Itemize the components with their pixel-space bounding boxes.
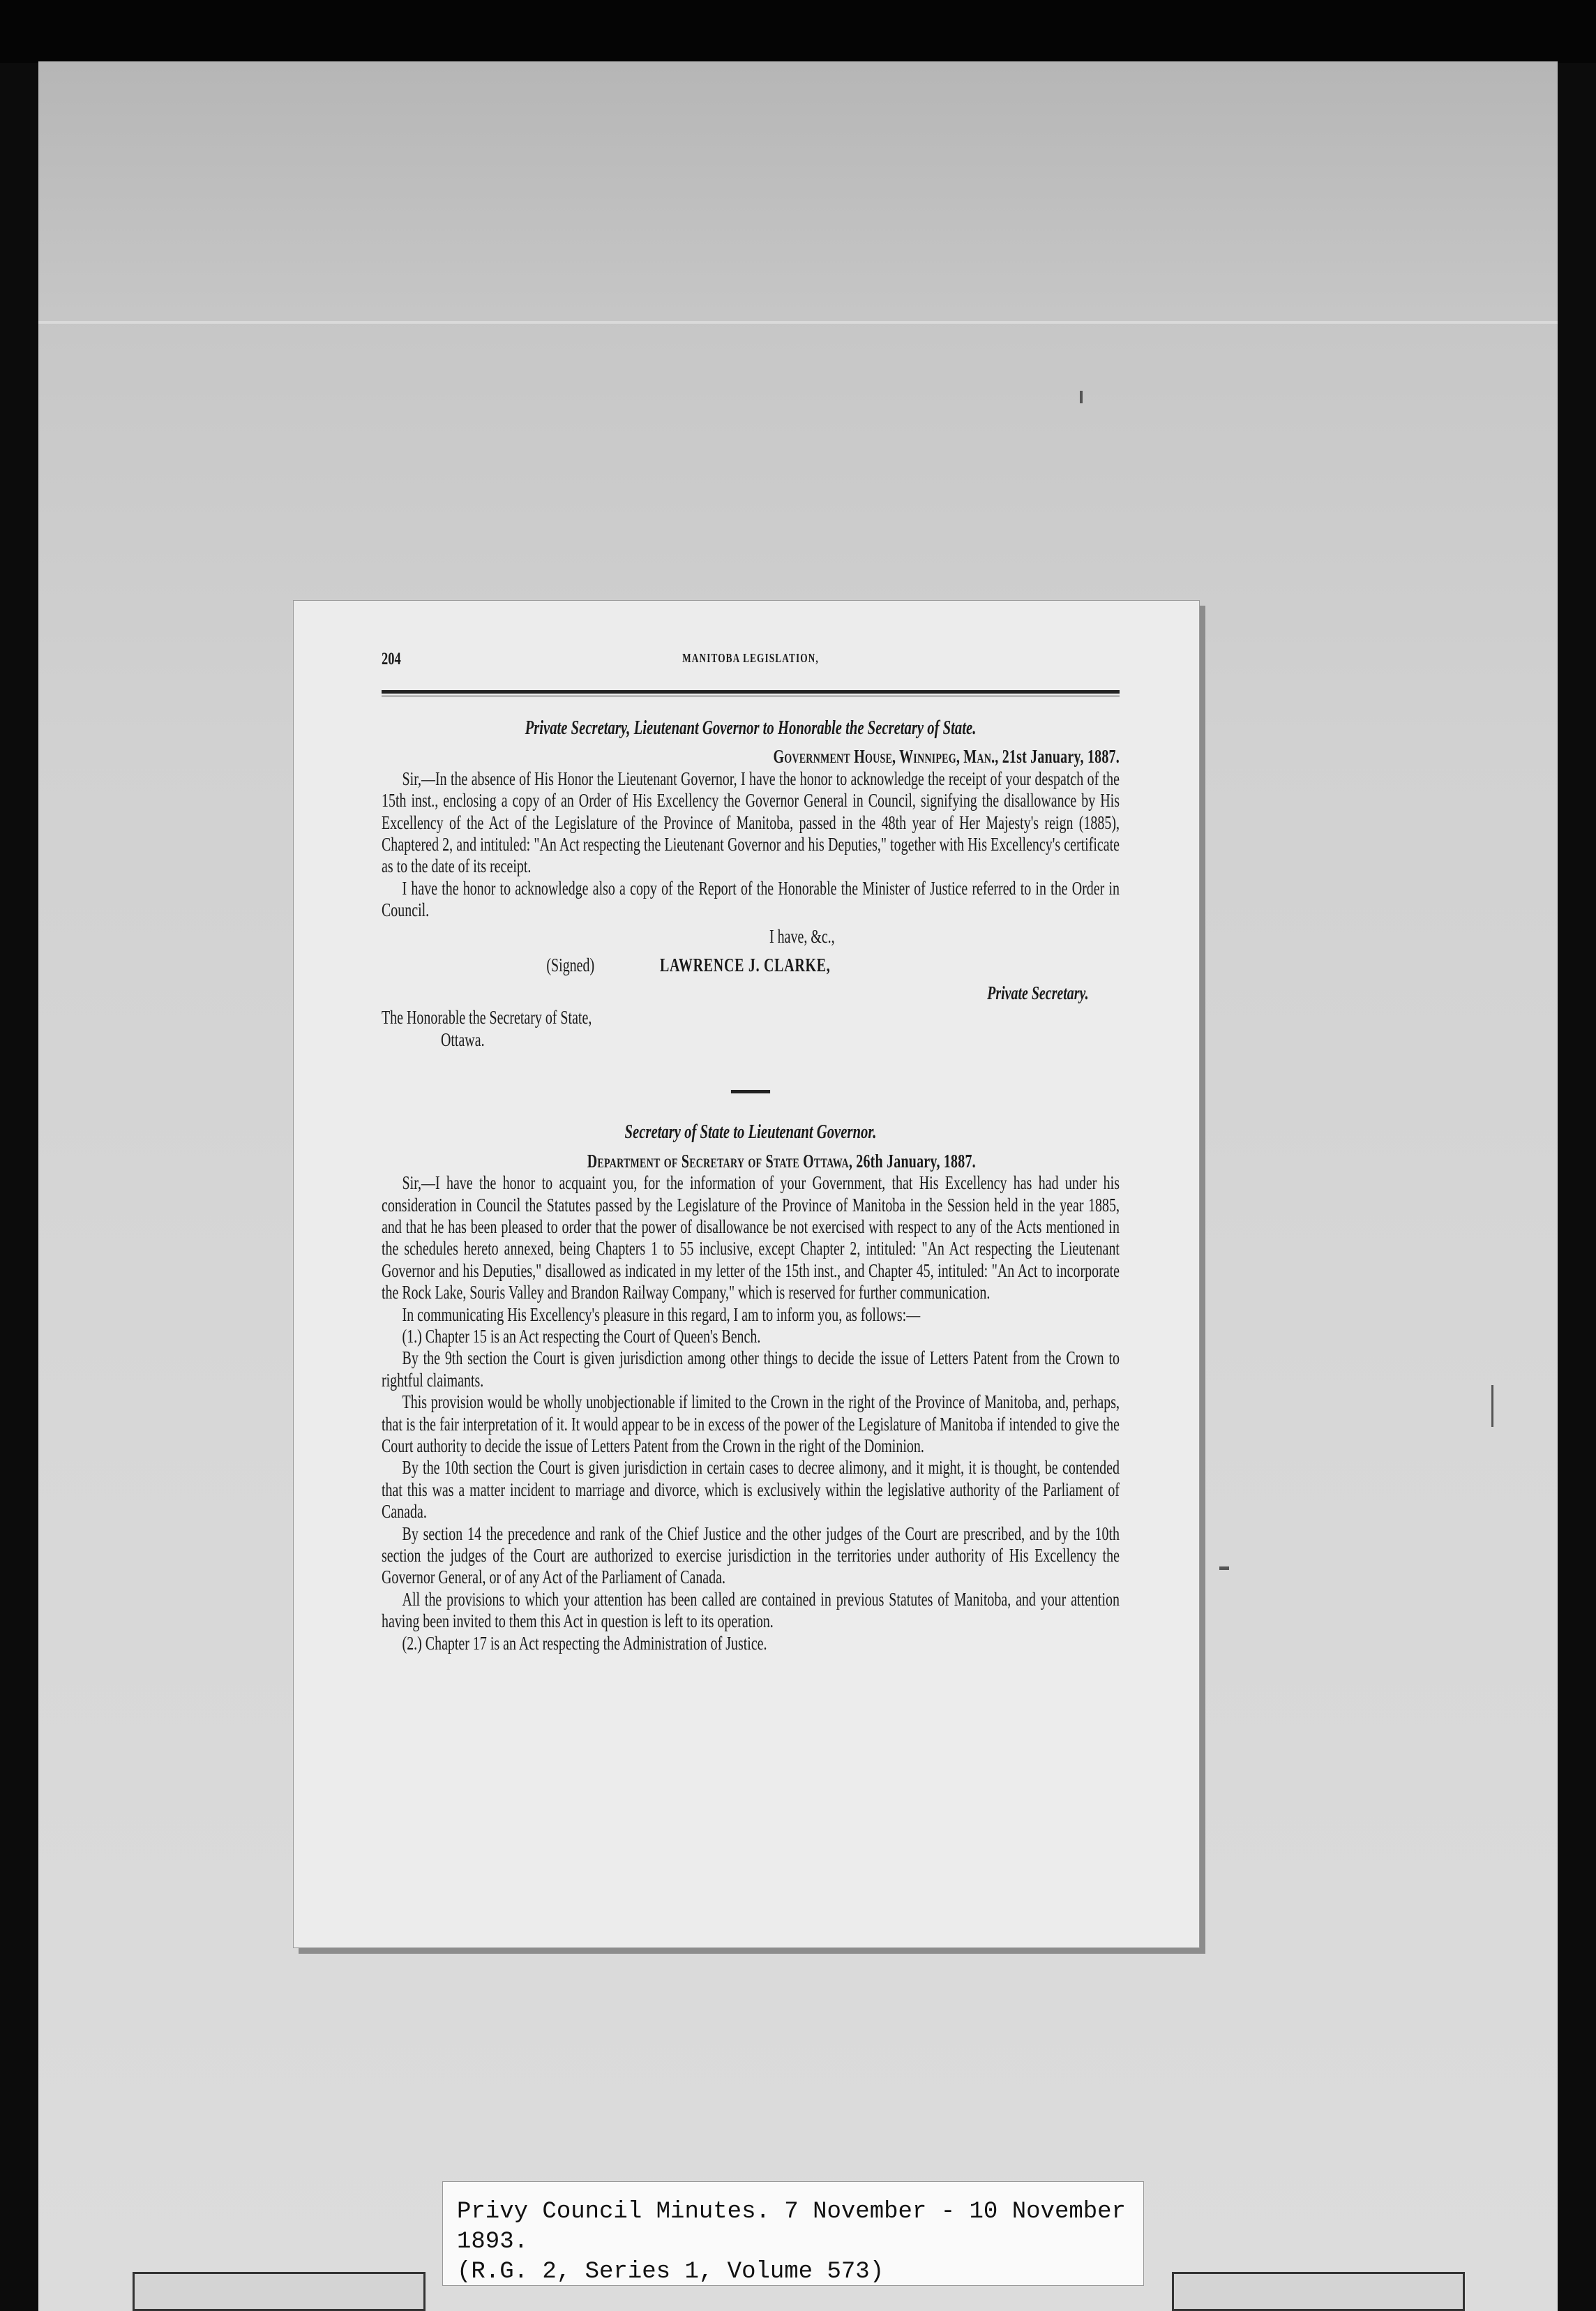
addressee-city: Ottawa.: [440, 1029, 485, 1050]
letter1-signature: [382, 955, 1120, 982]
letter1-dateline: [382, 746, 1120, 768]
letter2-dateline-place: Department of Secretary of State Ottawa,: [587, 1150, 853, 1172]
letter2-paragraph: By section 14 the precedence and rank of the Chief Justice and the other judges of the Court are prescribed, and by the 10th section the judges of the Court are authorized to exercise jurisdiction in the territories under authority of His Excellency the Governor General, or of any Act of the Parliament of Canada.: [382, 1523, 1120, 1588]
signer-name: LAWRENCE J. CLARKE,: [659, 955, 831, 976]
letter2-paragraph: By the 9th section the Court is given jurisdiction among other things to decide the issue of Letters Patent from the Crown to rightful claimants.: [382, 1347, 1120, 1391]
letter2-paragraph: By the 10th section the Court is given jurisdiction in certain cases to decree alimony, and it might, it is thought, be contended that this was a matter incident to marriage and divorce, which is exclusively within the legislative authority of the Parliament of Canada.: [382, 1457, 1120, 1523]
speck: [1491, 1385, 1493, 1427]
letter2-dateline-date: 26th January, 1887.: [856, 1150, 976, 1172]
letter2-paragraph: In communicating His Excellency's pleasure in this regard, I am to inform you, as follows:—: [402, 1303, 921, 1325]
backing-crease: [38, 321, 1558, 324]
speck: [1080, 391, 1083, 403]
binder-clip: [1172, 2272, 1465, 2311]
addressee: The Honorable the Secretary of State,: [382, 1007, 592, 1029]
letter2-paragraph: Sir,—I have the honor to acquaint you, for the information of your Government, that His Excellency has had under his consideration in Council the Statutes passed by the Legislature of the Province of Manitoba in the Session held in the year 1885, and that he has been pleased to order that the power of disallowance be not exercised with respect to any of the Acts mentioned in the schedules hereto annexed, being Chapters 1 to 55 inclusive, except Chapter 2, intituled: "An Act respecting the Lieutenant Governor and his Deputies," disallowed as indicated in my letter of the 15th inst., and Chapter 45, intituled: "An Act to incorporate the Rock Lake, Souris Valley and Brandon Railway Company," which is reserved for further communication.: [382, 1172, 1120, 1303]
binder-clip: [133, 2272, 426, 2311]
archive-label-line: (R.G. 2, Series 1, Volume 573): [457, 2259, 884, 2285]
letter1-paragraph: Sir,—In the absence of His Honor the Lieutenant Governor, I have the honor to acknowledge the receipt of your despatch of the 15th inst., enclosing a copy of an Order of His Excellency the Governor General in Council, signifying the disallowance by His Excellency of the Act of the Legislature of the Province of Manitoba, passed in the 48th year of Her Majesty's reign (1885), Chaptered 2, and intituled: "An Act respecting the Lieutenant Governor and his Deputies," together with His Excellency's certificate as to the date of its receipt.: [382, 768, 1120, 877]
letter2-title: Secretary of State to Lieutenant Governor.: [624, 1121, 877, 1144]
letter1-dateline-place: Government House, Winnipeg, Man.,: [773, 746, 999, 768]
letter1-closing: I have, &c.,: [769, 925, 835, 947]
letter1-title: Private Secretary, Lieutenant Governor to Honorable the Secretary of State.: [525, 717, 977, 739]
letter2-paragraph: All the provisions to which your attention has been called are contained in previous Statutes of Manitoba, and your attention having been invited to them this Act in question is left to its operation.: [382, 1588, 1120, 1632]
signer-title: Private Secretary.: [987, 982, 1089, 1004]
letter1-paragraph: I have the honor to acknowledge also a copy of the Report of the Honorable the Minister of Justice referred to in the Order in Council.: [382, 877, 1120, 921]
film-border-top: [0, 0, 1596, 63]
letter2-list-item: (1.) Chapter 15 is an Act respecting the Court of Queen's Bench.: [402, 1325, 761, 1347]
signed-note: (Signed): [546, 955, 595, 976]
letter1-dateline-date: 21st January, 1887.: [1002, 746, 1120, 768]
archive-label: [442, 2181, 1144, 2286]
document-page: [293, 600, 1200, 1948]
page-content: [382, 650, 1120, 1850]
page-number: 204: [382, 650, 401, 668]
archive-label-line: Privy Council Minutes. 7 November - 10 November 1893.: [457, 2199, 1126, 2255]
section-separator: [731, 1090, 770, 1093]
letter2-paragraph: This provision would be wholly unobjectionable if limited to the Crown in the right of the Province of Manitoba, and, perhaps, that is the fair interpretation of it. It would appear to be in excess of the power of the Legislature of Manitoba if intended to give the Court authority to decide the issue of Letters Patent from the Crown in the right of the Dominion.: [382, 1391, 1120, 1456]
letter2-dateline: [382, 1151, 1120, 1172]
speck: [1219, 1566, 1229, 1570]
header-rule: [382, 690, 1120, 696]
letter2-list-item: (2.) Chapter 17 is an Act respecting the Administration of Justice.: [402, 1632, 767, 1654]
running-title: MANITOBA LEGISLATION,: [682, 651, 819, 665]
page-header: [382, 650, 1120, 678]
